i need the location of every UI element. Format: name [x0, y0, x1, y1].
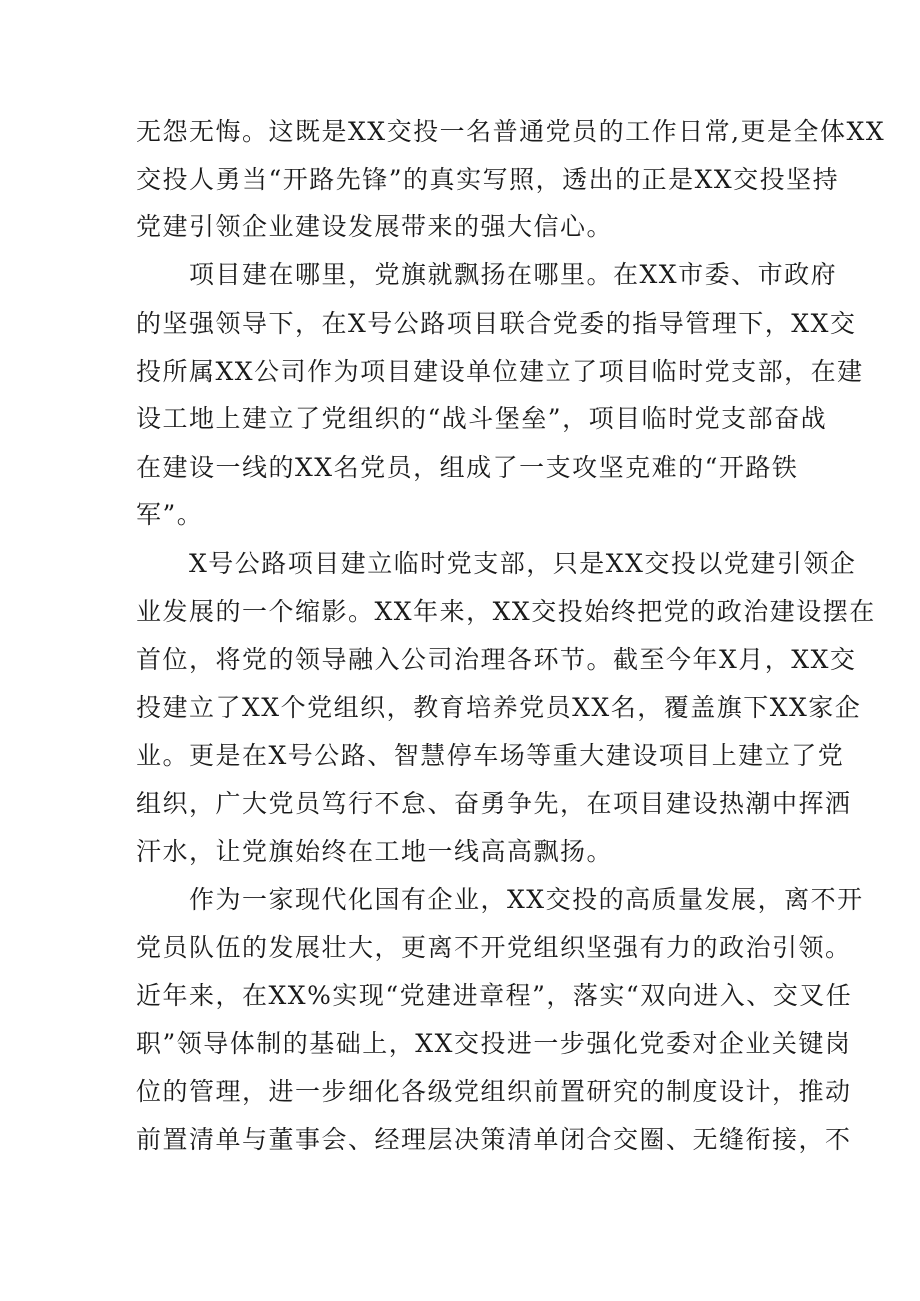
text-line: 业。更是在X号公路、智慧停车场等重大建设项目上建立了党	[136, 741, 845, 770]
text-line: 军”。	[136, 500, 204, 529]
text-line: 投建立了XX个党组织，教育培养党员XX名，覆盖旗下XX家企	[136, 693, 862, 722]
text-line: 首位，将党的领导融入公司治理各环节。截至今年X月，XX交	[136, 645, 857, 674]
text-line: 无怨无悔。这既是XX交投一名普通党员的工作日常,更是全体XX	[136, 117, 886, 146]
text-line: 交投人勇当“开路先锋”的真实写照，透出的正是XX交投坚持	[136, 165, 840, 194]
text-line: 党员队伍的发展壮大，更离不开党组织坚强有力的政治引领。	[136, 933, 852, 962]
text-line: X号公路项目建立临时党支部，只是XX交投以党建引领企	[189, 549, 857, 578]
text-line: 职”领导体制的基础上，XX交投进一步强化党委对企业关键岗	[136, 1029, 852, 1058]
text-line: 组织，广大党员笃行不怠、奋勇争先，在项目建设热潮中挥洒	[136, 789, 852, 818]
text-line: 项目建在哪里，党旗就飘扬在哪里。在XX市委、市政府	[189, 260, 838, 289]
text-line: 前置清单与董事会、经理层决策清单闭合交圈、无缝衔接，不	[136, 1125, 852, 1154]
text-line: 投所属XX公司作为项目建设单位建立了项目临时党支部，在建	[136, 357, 864, 386]
text-line: 的坚强领导下，在X号公路项目联合党委的指导管理下，XX交	[136, 309, 857, 338]
text-line: 位的管理，进一步细化各级党组织前置研究的制度设计，推动	[136, 1077, 852, 1106]
text-line: 作为一家现代化国有企业，XX交投的高质量发展，离不开	[189, 885, 864, 914]
text-line: 近年来，在XX%实现“党建进章程”，落实“双向进入、交叉任	[136, 981, 853, 1010]
text-line: 业发展的一个缩影。XX年来，XX交投始终把党的政治建设摆在	[136, 597, 876, 626]
text-line: 在建设一线的XX名党员，组成了一支攻坚克难的“开路铁	[136, 453, 799, 482]
text-line: 党建引领企业建设发展带来的强大信心。	[136, 212, 614, 241]
text-line: 汗水，让党旗始终在工地一线高高飘扬。	[136, 837, 614, 866]
text-line: 设工地上建立了党组织的“战斗堡垒”，项目临时党支部奋战	[136, 404, 828, 433]
